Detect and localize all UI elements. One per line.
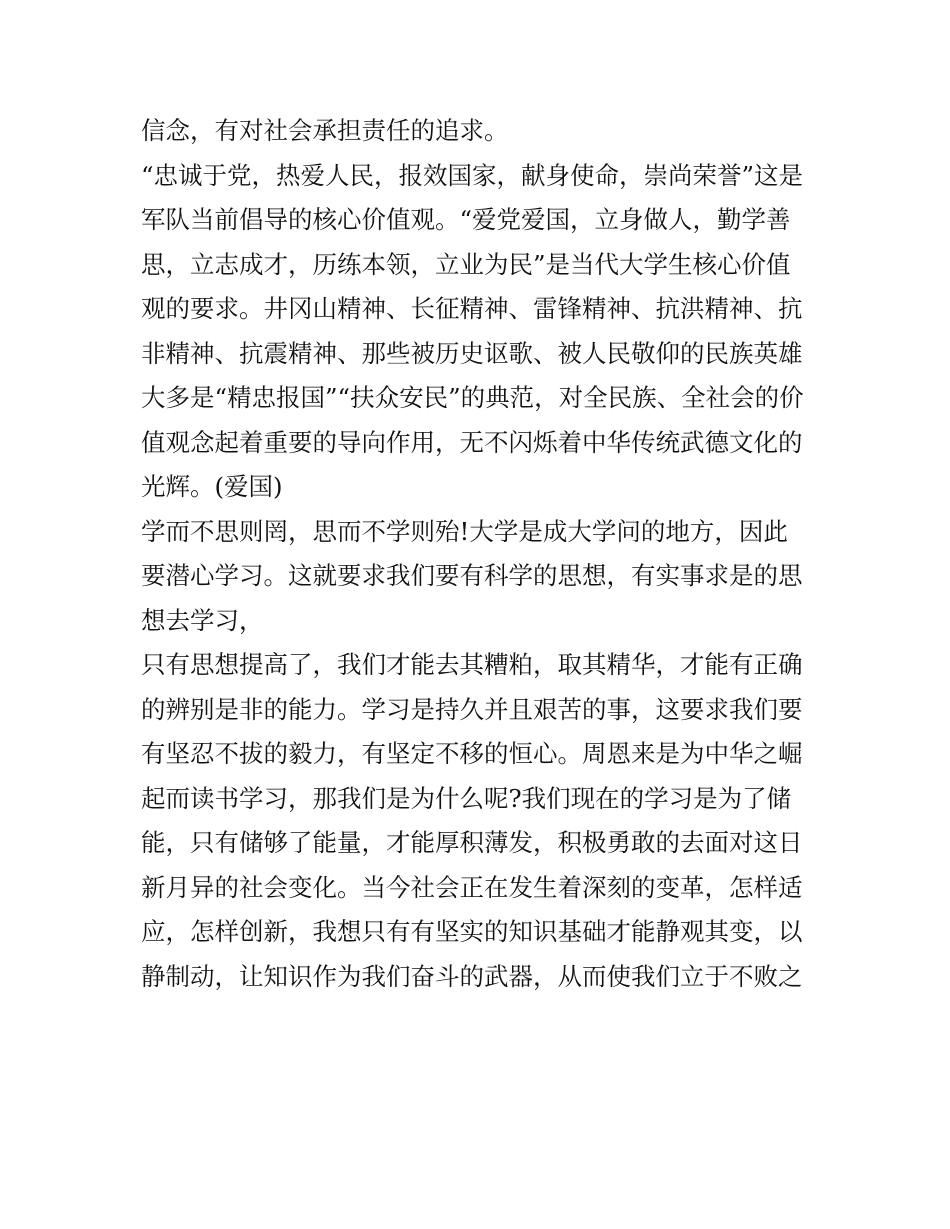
text-line: 想去学习， xyxy=(141,605,264,635)
text-line: 大多是“精忠报国”“扶众安民”的典范，对全民族、全社会的价 xyxy=(141,383,804,412)
text-line: 非精神、抗震精神、那些被历史讴歌、被人民敬仰的民族英雄 xyxy=(141,338,803,368)
text-line: “忠诚于党，热爱人民，报效国家，献身使命，崇尚荣誉”这是 xyxy=(141,160,804,190)
text-line: 值观念起着重要的导向作用，无不闪烁着中华传统武德文化的 xyxy=(141,427,803,457)
text-line: 观的要求。井冈山精神、长征精神、雷锋精神、抗洪精神、抗 xyxy=(141,294,803,323)
text-line: 应，怎样创新，我想只有有坚实的知识基础才能静观其变，以 xyxy=(141,917,803,946)
text-line: 有坚忍不拔的毅力，有坚定不移的恒心。周恩来是为中华之崛 xyxy=(141,739,803,768)
text-line: 新月异的社会变化。当今社会正在发生着深刻的变革，怎样适 xyxy=(141,872,803,902)
text-line: 信念，有对社会承担责任的追求。 xyxy=(141,116,509,145)
text-line: 军队当前倡导的核心价值观。“爱党爱国，立身做人，勤学善 xyxy=(141,205,791,234)
text-line: 只有思想提高了，我们才能去其糟粕，取其精华，才能有正确 xyxy=(141,650,803,679)
text-line: 学而不思则罔，思而不学则殆!大学是成大学问的地方，因此 xyxy=(141,516,788,546)
body-text xyxy=(141,109,831,999)
text-line: 静制动，让知识作为我们奋斗的武器，从而使我们立于不败之 xyxy=(141,961,803,991)
text-line: 光辉。(爱国) xyxy=(141,472,283,501)
text-line: 起而读书学习，那我们是为什么呢?我们现在的学习是为了储 xyxy=(141,783,792,813)
text-line: 要潜心学习。这就要求我们要有科学的思想，有实事求是的思 xyxy=(141,561,803,590)
text-line: 能，只有储够了能量，才能厚积薄发，积极勇敢的去面对这日 xyxy=(141,828,803,857)
text-line: 思，立志成才，历练本领，立业为民”是当代大学生核心价值 xyxy=(141,249,791,279)
text-line: 的辨别是非的能力。学习是持久并且艰苦的事，这要求我们要 xyxy=(141,694,803,724)
